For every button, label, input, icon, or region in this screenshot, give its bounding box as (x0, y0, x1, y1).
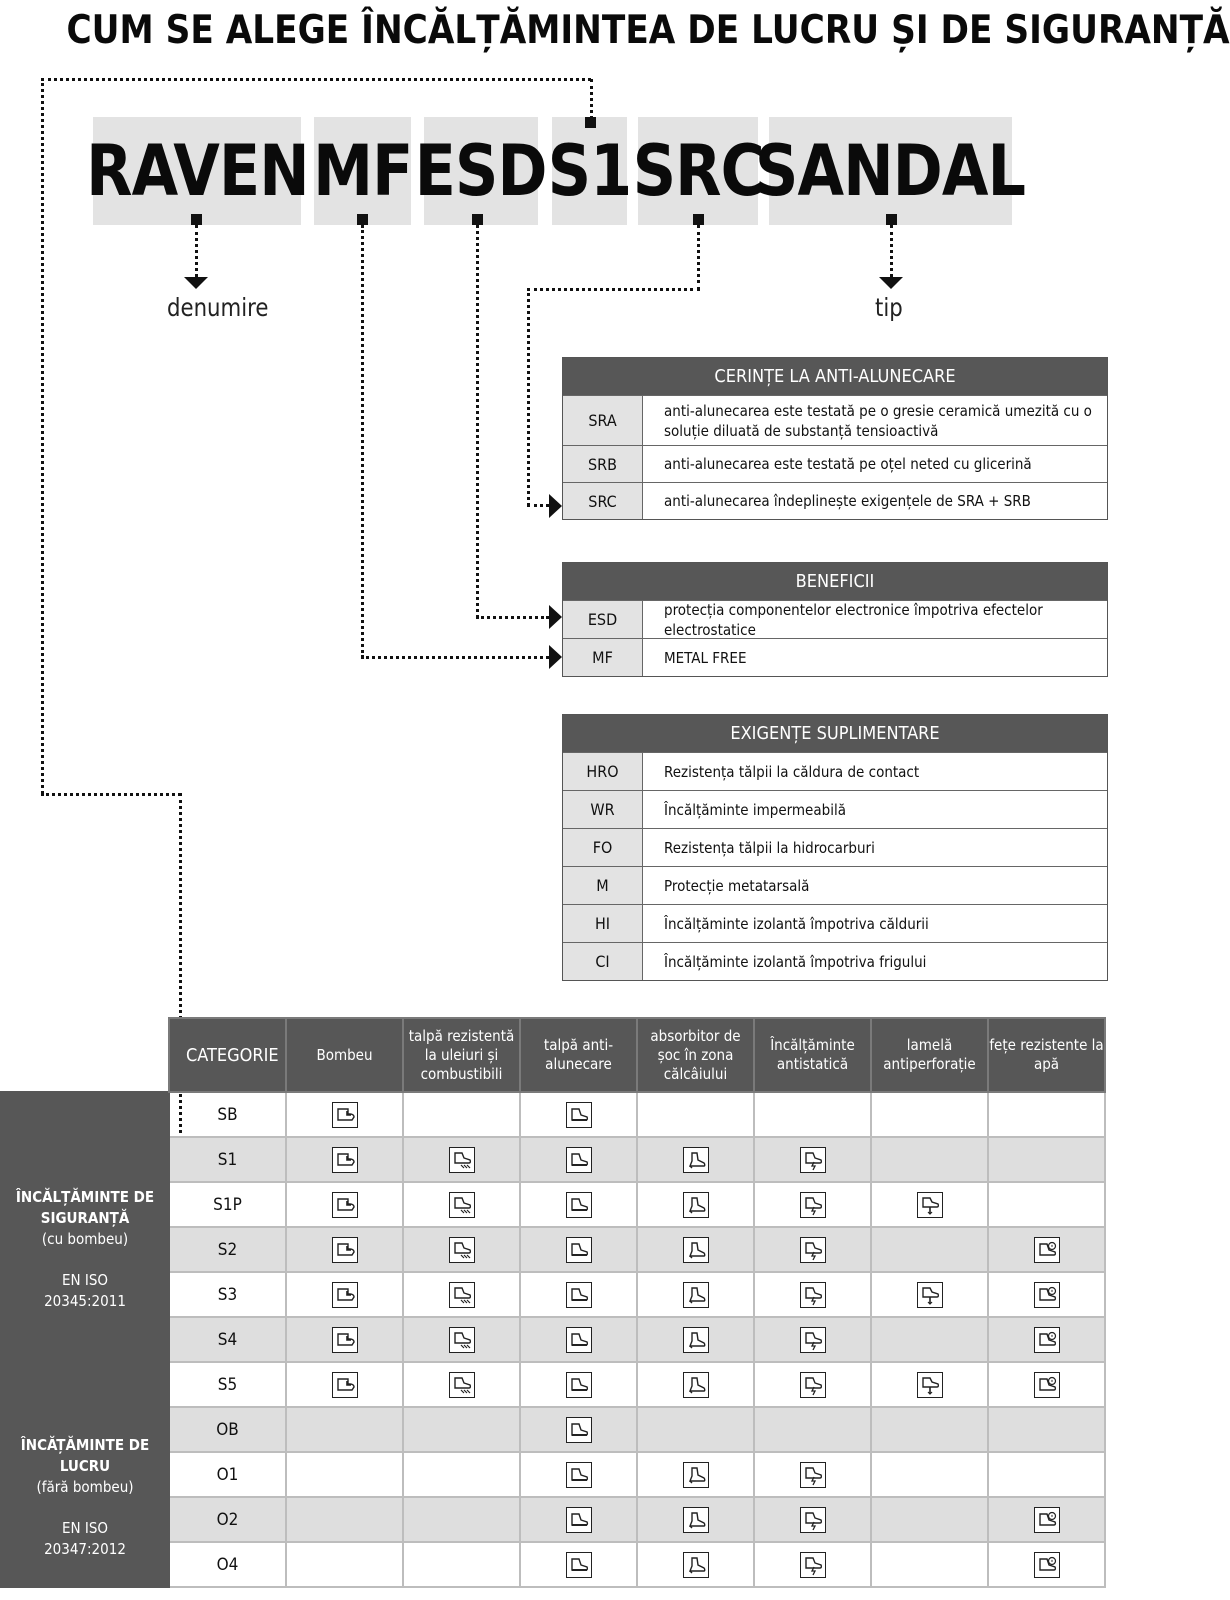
category-name: S5 (169, 1362, 286, 1407)
benefit-text: METAL FREE (664, 648, 747, 667)
category-name: S1 (169, 1137, 286, 1182)
matrix-cell (754, 1137, 871, 1182)
matrix-cell (286, 1317, 403, 1362)
antistatic-icon (800, 1327, 826, 1353)
water-resistant-upper-icon (1034, 1282, 1060, 1308)
category-name: S3 (169, 1272, 286, 1317)
matrix-cell (403, 1092, 520, 1137)
connector-line (476, 225, 479, 618)
code-part-category: S1 (552, 117, 627, 225)
column-header: Încălțăminte antistatică (754, 1018, 871, 1092)
extra-code: FO (563, 829, 643, 866)
matrix-cell (403, 1137, 520, 1182)
arrow-icon (184, 277, 208, 289)
benefit-code: ESD (563, 601, 643, 638)
oil-resistant-sole-icon (449, 1192, 475, 1218)
extra-row (563, 828, 1107, 866)
extra-row (563, 904, 1107, 942)
extra-code: WR (563, 791, 643, 828)
matrix-cell (754, 1317, 871, 1362)
matrix-cell (988, 1317, 1105, 1362)
heel-shock-absorber-icon (683, 1327, 709, 1353)
group-subtitle: (fără bombeu) (36, 1477, 134, 1496)
matrix-cell (286, 1362, 403, 1407)
slip-row-src (563, 482, 1107, 519)
connector-line (41, 793, 181, 796)
matrix-cell (520, 1362, 637, 1407)
anti-slip-sole-icon (566, 1192, 592, 1218)
matrix-cell (871, 1137, 988, 1182)
anti-slip-sole-icon (566, 1327, 592, 1353)
matrix-cell (988, 1407, 1105, 1452)
connector-line (361, 225, 364, 658)
matrix-cell (286, 1452, 403, 1497)
matrix-cell (637, 1182, 754, 1227)
connector-line (361, 656, 549, 659)
connector-line (527, 288, 530, 506)
arrow-icon (549, 605, 562, 629)
water-resistant-upper-icon (1034, 1552, 1060, 1578)
matrix-cell (988, 1542, 1105, 1587)
matrix-cell (520, 1092, 637, 1137)
anti-perforation-icon (917, 1282, 943, 1308)
code-part-slip: SRC (638, 117, 758, 225)
antistatic-icon (800, 1237, 826, 1263)
extra-text: Rezistența tălpii la hidrocarburi (664, 838, 875, 857)
matrix-cell (871, 1227, 988, 1272)
anti-slip-sole-icon (566, 1462, 592, 1488)
connector-node (191, 214, 202, 225)
connector-node (693, 214, 704, 225)
table-row (1, 1092, 1105, 1137)
antistatic-icon (800, 1507, 826, 1533)
antistatic-icon (800, 1147, 826, 1173)
matrix-cell (754, 1407, 871, 1452)
slip-code: SRB (563, 446, 643, 482)
antistatic-icon (800, 1372, 826, 1398)
connector-node (357, 214, 368, 225)
column-header: fețe rezistente la apă (988, 1018, 1105, 1092)
slip-resistance-box (562, 357, 1108, 520)
oil-resistant-sole-icon (449, 1237, 475, 1263)
arrow-icon (549, 645, 562, 669)
column-header: absorbitor de șoc în zona călcâiului (637, 1018, 754, 1092)
category-name: O4 (169, 1542, 286, 1587)
antistatic-icon (800, 1552, 826, 1578)
matrix-cell (988, 1272, 1105, 1317)
connector-line (41, 78, 591, 81)
matrix-cell (403, 1407, 520, 1452)
matrix-cell (403, 1542, 520, 1587)
matrix-cell (988, 1137, 1105, 1182)
matrix-cell (988, 1362, 1105, 1407)
oil-resistant-sole-icon (449, 1147, 475, 1173)
matrix-cell (403, 1362, 520, 1407)
slip-text: anti-alunecarea este testată pe o gresie ceramică umezită cu o soluție diluată de substanță tensioactivă (664, 401, 1092, 440)
water-resistant-upper-icon (1034, 1327, 1060, 1353)
matrix-cell (988, 1497, 1105, 1542)
benefit-row-esd (563, 600, 1107, 638)
group-label (1, 1407, 169, 1587)
water-resistant-upper-icon (1034, 1507, 1060, 1533)
matrix-cell (754, 1542, 871, 1587)
matrix-cell (871, 1407, 988, 1452)
anti-slip-sole-icon (566, 1282, 592, 1308)
matrix-cell (754, 1362, 871, 1407)
category-name: SB (169, 1092, 286, 1137)
table-row (1, 1407, 1105, 1452)
matrix-cell (988, 1092, 1105, 1137)
matrix-cell (871, 1182, 988, 1227)
page-title: CUM SE ALEGE ÎNCĂLȚĂMINTEA DE LUCRU ȘI DE SIGURANȚĂ (66, 8, 1230, 53)
oil-resistant-sole-icon (449, 1327, 475, 1353)
benefit-code: MF (563, 639, 643, 676)
heel-shock-absorber-icon (683, 1282, 709, 1308)
matrix-corner (1, 1018, 169, 1092)
code-part-name: RAVEN (93, 117, 301, 225)
connector-line (527, 288, 700, 291)
matrix-cell (637, 1272, 754, 1317)
connector-line (527, 504, 549, 507)
matrix-cell (871, 1497, 988, 1542)
group-subtitle: (cu bombeu) (41, 1230, 129, 1248)
group-standard: EN ISO 20347:2012 (44, 1518, 126, 1558)
slip-row-srb (563, 445, 1107, 482)
extra-text: Încălțăminte izolantă împotriva frigului (664, 952, 927, 971)
toecap-icon (332, 1192, 358, 1218)
toecap-icon (332, 1237, 358, 1263)
matrix-cell (286, 1407, 403, 1452)
extra-requirements-box (562, 714, 1108, 981)
matrix-cell (637, 1407, 754, 1452)
anti-slip-sole-icon (566, 1237, 592, 1263)
slip-code: SRA (563, 396, 643, 445)
anti-slip-sole-icon (566, 1102, 592, 1128)
arrow-icon (879, 277, 903, 289)
code-part-mf: MF (314, 117, 411, 225)
matrix-cell (754, 1182, 871, 1227)
slip-text: anti-alunecarea îndeplinește exigențele de SRA + SRB (664, 492, 1031, 510)
matrix-cell (988, 1182, 1105, 1227)
matrix-cell (520, 1542, 637, 1587)
anti-slip-sole-icon (566, 1507, 592, 1533)
matrix-cell (403, 1452, 520, 1497)
extra-box-title: EXIGENȚE SUPLIMENTARE (563, 715, 1107, 752)
matrix-cell (637, 1317, 754, 1362)
column-header: talpă anti-alunecare (520, 1018, 637, 1092)
matrix-cell (754, 1452, 871, 1497)
slip-text: anti-alunecarea este testată pe oțel neted cu glicerină (664, 455, 1032, 473)
matrix-cell (403, 1227, 520, 1272)
category-name: S4 (169, 1317, 286, 1362)
matrix-cell (520, 1317, 637, 1362)
extra-row (563, 752, 1107, 790)
extra-code: HI (563, 905, 643, 942)
antistatic-icon (800, 1462, 826, 1488)
matrix-cell (286, 1497, 403, 1542)
slip-code: SRC (563, 483, 643, 519)
anti-slip-sole-icon (566, 1417, 592, 1443)
matrix-cell (871, 1092, 988, 1137)
column-header: talpă rezistentă la uleiuri și combustibili (403, 1018, 520, 1092)
water-resistant-upper-icon (1034, 1237, 1060, 1263)
oil-resistant-sole-icon (449, 1372, 475, 1398)
extra-row (563, 790, 1107, 828)
water-resistant-upper-icon (1034, 1372, 1060, 1398)
extra-code: CI (563, 943, 643, 980)
category-name: S2 (169, 1227, 286, 1272)
connector-line (890, 225, 893, 277)
matrix-cell (520, 1182, 637, 1227)
matrix-cell (286, 1137, 403, 1182)
matrix-cell (403, 1182, 520, 1227)
extra-code: HRO (563, 753, 643, 790)
matrix-cell (286, 1092, 403, 1137)
matrix-cell (403, 1317, 520, 1362)
toecap-icon (332, 1102, 358, 1128)
matrix-cell (637, 1362, 754, 1407)
matrix-cell (520, 1497, 637, 1542)
matrix-cell (637, 1092, 754, 1137)
connector-node (472, 214, 483, 225)
matrix-cell (403, 1497, 520, 1542)
extra-row (563, 942, 1107, 980)
arrow-icon (549, 494, 562, 518)
column-header: lamelă antiperforație (871, 1018, 988, 1092)
matrix-cell (871, 1542, 988, 1587)
heel-shock-absorber-icon (683, 1192, 709, 1218)
anti-slip-sole-icon (566, 1552, 592, 1578)
heel-shock-absorber-icon (683, 1507, 709, 1533)
group-title: ÎNCĂLȚĂMINTE DE SIGURANȚĂ (15, 1188, 155, 1227)
extra-text: Încălțăminte impermeabilă (664, 800, 846, 819)
category-name: O2 (169, 1497, 286, 1542)
connector-line (697, 225, 700, 290)
matrix-cell (871, 1317, 988, 1362)
group-standard: EN ISO 20345:2011 (44, 1271, 126, 1310)
connector-node (886, 214, 897, 225)
group-title: ÎNCĂȚĂMINTE DE LUCRU (20, 1435, 150, 1475)
matrix-cell (637, 1227, 754, 1272)
matrix-cell (754, 1092, 871, 1137)
matrix-cell (520, 1227, 637, 1272)
matrix-cell (520, 1272, 637, 1317)
matrix-cell (988, 1227, 1105, 1272)
matrix-cell (286, 1272, 403, 1317)
matrix-cell (520, 1137, 637, 1182)
matrix-cell (754, 1272, 871, 1317)
extra-code: M (563, 867, 643, 904)
code-part-type: SANDAL (769, 117, 1012, 225)
anti-perforation-icon (917, 1192, 943, 1218)
matrix-cell (637, 1452, 754, 1497)
toecap-icon (332, 1372, 358, 1398)
benefits-box (562, 562, 1108, 677)
matrix-cell (754, 1497, 871, 1542)
category-name: O1 (169, 1452, 286, 1497)
category-name: S1P (169, 1182, 286, 1227)
heel-shock-absorber-icon (683, 1552, 709, 1578)
heel-shock-absorber-icon (683, 1237, 709, 1263)
matrix-cell (286, 1542, 403, 1587)
extra-row (563, 866, 1107, 904)
antistatic-icon (800, 1282, 826, 1308)
matrix-cell (988, 1452, 1105, 1497)
category-matrix (0, 1017, 1106, 1588)
matrix-cell (286, 1182, 403, 1227)
connector-line (195, 225, 198, 277)
matrix-cell (637, 1542, 754, 1587)
slip-box-title: CERINȚE LA ANTI-ALUNECARE (563, 358, 1107, 395)
heel-shock-absorber-icon (683, 1462, 709, 1488)
anti-perforation-icon (917, 1372, 943, 1398)
toecap-icon (332, 1282, 358, 1308)
matrix-cell (637, 1137, 754, 1182)
label-name: denumire (167, 293, 269, 322)
matrix-cell (871, 1452, 988, 1497)
toecap-icon (332, 1327, 358, 1353)
matrix-cell (871, 1362, 988, 1407)
extra-text: Încălțăminte izolantă împotriva căldurii (664, 914, 929, 933)
toecap-icon (332, 1147, 358, 1173)
benefit-row-mf (563, 638, 1107, 676)
category-name: OB (169, 1407, 286, 1452)
antistatic-icon (800, 1192, 826, 1218)
benefit-text: protecția componentelor electronice împotriva efectelor electrostatice (664, 600, 1043, 639)
extra-text: Protecție metatarsală (664, 876, 810, 895)
heel-shock-absorber-icon (683, 1147, 709, 1173)
oil-resistant-sole-icon (449, 1282, 475, 1308)
matrix-cell (520, 1407, 637, 1452)
category-header: CATEGORIE (169, 1018, 286, 1092)
matrix-cell (637, 1497, 754, 1542)
anti-slip-sole-icon (566, 1147, 592, 1173)
connector-line (590, 79, 593, 119)
benefits-box-title: BENEFICII (563, 563, 1107, 600)
matrix-cell (871, 1272, 988, 1317)
column-header: Bombeu (286, 1018, 403, 1092)
code-part-esd: ESD (424, 117, 538, 225)
matrix-cell (286, 1227, 403, 1272)
label-type: tip (875, 293, 903, 322)
matrix-cell (754, 1227, 871, 1272)
slip-row-sra (563, 395, 1107, 445)
heel-shock-absorber-icon (683, 1372, 709, 1398)
extra-text: Rezistența tălpii la căldura de contact (664, 762, 920, 781)
matrix-cell (520, 1452, 637, 1497)
group-label (1, 1092, 169, 1407)
connector-line (41, 78, 44, 794)
matrix-cell (403, 1272, 520, 1317)
anti-slip-sole-icon (566, 1372, 592, 1398)
connector-line (476, 616, 549, 619)
